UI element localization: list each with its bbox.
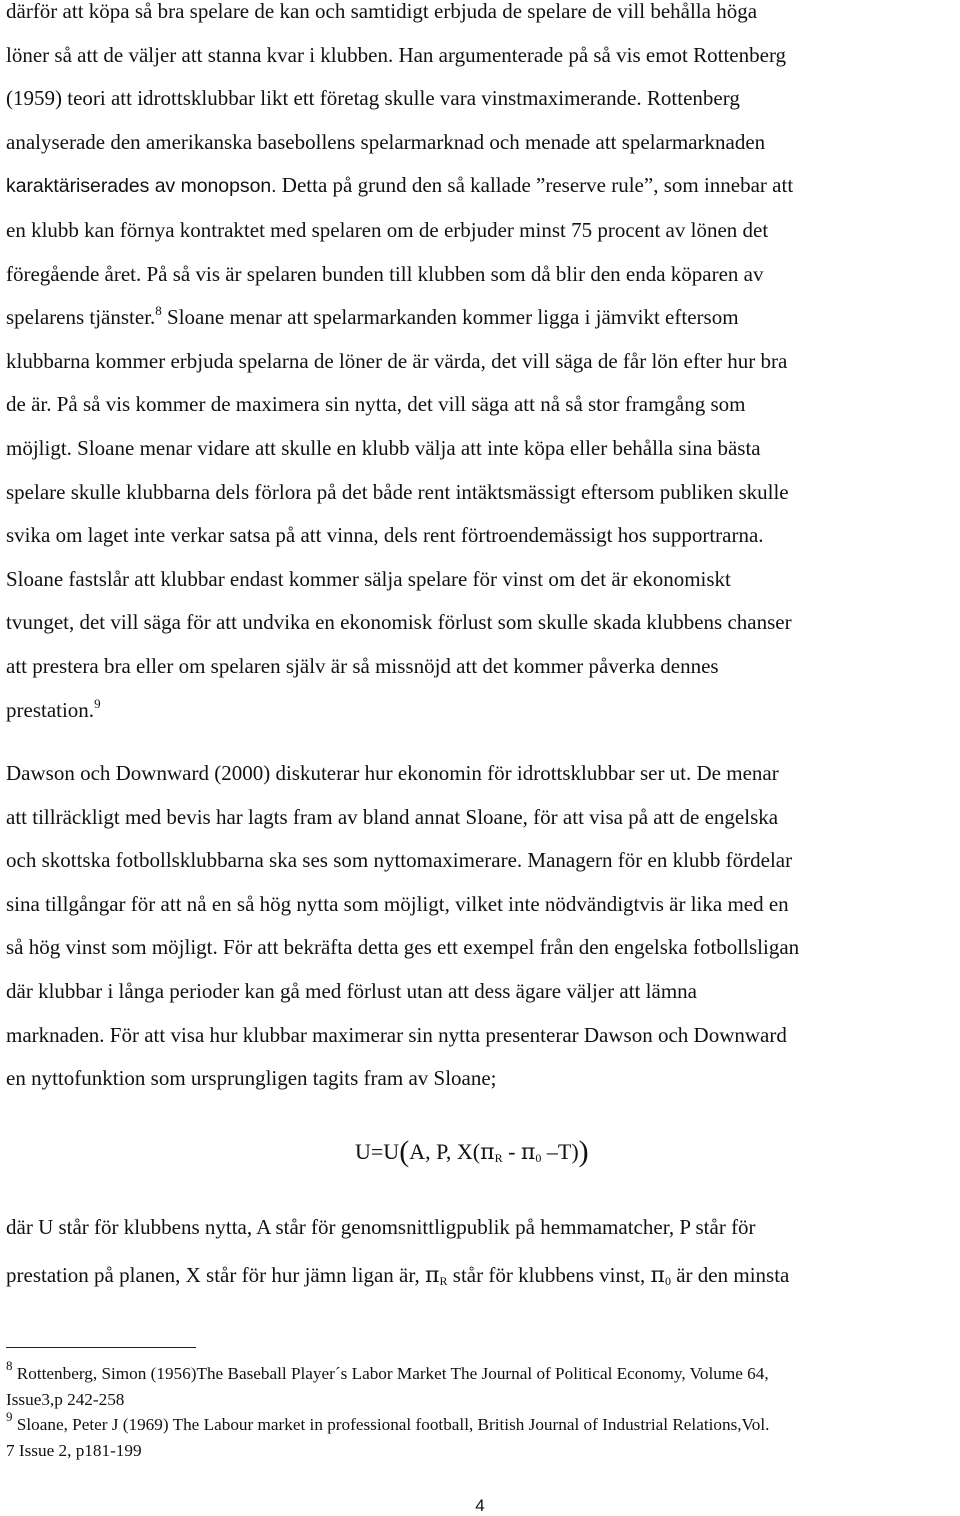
footnote-line — [6, 1409, 954, 1438]
text-line: svika om laget inte verkar satsa på att vinna, dels rent förtroendemässigt hos supportrarna. — [6, 523, 764, 548]
footnote-8 — [6, 1358, 954, 1412]
text-line: så hög vinst som möjligt. För att bekräfta detta ges ett exempel från den engelska fotbollsligan — [6, 935, 800, 960]
text-fragment-sans: karaktäriserades av monopson. — [6, 175, 277, 198]
text-line: och skottska fotbollsklubbarna ska ses som nyttomaximerare. Managern för en klubb fördelar — [6, 848, 793, 873]
text-line — [6, 164, 954, 209]
text-line: sina tillgångar för att nå en så hög nytta som möjligt, vilket inte nödvändigtvis är lika med en — [6, 891, 789, 916]
pi-symbol: π — [650, 1263, 665, 1288]
text-line: föregående året. På så vis är spelaren bunden till klubben som då blir den enda köparen av — [6, 261, 764, 286]
footnote-text: Sloane, Peter J (1969) The Labour market in professional football, British Journal of Industrial Relations,Vol. — [12, 1415, 770, 1434]
text-fragment: står för klubbens vinst, — [447, 1263, 651, 1287]
text-fragment: Sloane menar att spelarmarkanden kommer ligga i jämvikt eftersom — [161, 305, 739, 330]
text-line: en klubb kan förnya kontraktet med spelaren om de erbjuder minst 75 procent av lönen det — [6, 217, 769, 242]
text-line: löner så att de väljer att stanna kvar i klubben. Han argumenterade på så vis emot Rottenberg — [6, 42, 787, 67]
footnote-number: 8 — [6, 1358, 13, 1373]
text-line — [6, 296, 954, 340]
text-line — [6, 1251, 954, 1305]
text-line: marknaden. För att visa hur klubbar maximerar sin nytta presenterar Dawson och Downward — [6, 1022, 787, 1047]
text-line: tvunget, det vill säga för att undvika en ekonomisk förlust som skulle skada klubbens chanser — [6, 610, 792, 635]
text-line — [6, 689, 954, 733]
footnote-line: Issue3,p 242-258 — [6, 1389, 125, 1409]
pi-symbol: π — [425, 1263, 440, 1288]
footnote-line: 7 Issue 2, p181-199 — [6, 1440, 142, 1460]
subscript-0: 0 — [535, 1151, 542, 1165]
body-paragraph-3 — [6, 1203, 954, 1305]
footnote-text: Rottenberg, Simon (1956)The Baseball Player´s Labor Market The Journal of Political Economy, Volume 64, — [12, 1364, 769, 1383]
pi-symbol: π — [480, 1140, 495, 1165]
text-line: Dawson och Downward (2000) diskuterar hur ekonomin för idrottsklubbar ser ut. De menar — [6, 761, 779, 785]
footnote-separator — [6, 1347, 196, 1348]
text-line: (1959) teori att idrottsklubbar likt ett företag skulle vara vinstmaximerande. Rottenberg — [6, 86, 740, 111]
body-paragraph-1 — [6, 0, 954, 732]
text-line: de är. På så vis kommer de maximera sin nytta, det vill säga att nå så stor framgång som — [6, 392, 746, 417]
formula-args: A, P, X( — [409, 1139, 481, 1164]
text-fragment: prestation. — [6, 697, 95, 722]
footnote-reference-8: 8 — [155, 303, 162, 319]
text-line: att tillräckligt med bevis har lagts fram av bland annat Sloane, för att visa på att de engelska — [6, 804, 779, 829]
subscript-0: 0 — [664, 1274, 671, 1288]
page-number: 4 — [475, 1496, 485, 1515]
text-line: spelare skulle klubbarna dels förlora på det både rent intäktsmässigt eftersom publiken skulle — [6, 479, 789, 504]
text-line: därför att köpa så bra spelare de kan och samtidigt erbjuda de spelare de vill behålla höga — [6, 0, 758, 23]
text-line: Sloane fastslår att klubbar endast kommer sälja spelare för vinst om det är ekonomiskt — [6, 566, 731, 591]
text-line: klubbarna kommer erbjuda spelarna de löner de är värda, det vill säga de får lön efter hur bra — [6, 348, 788, 373]
text-line: att prestera bra eller om spelaren själv är så missnöjd att det kommer påverka dennes — [6, 653, 719, 678]
body-paragraph-2 — [6, 752, 954, 1101]
text-line: möjligt. Sloane menar vidare att skulle en klubb välja att inte köpa eller behålla sina bästa — [6, 435, 761, 460]
formula-minus: - — [502, 1139, 521, 1164]
text-line: där klubbar i långa perioder kan gå med förlust utan att dess ägare väljer att lämna — [6, 978, 697, 1003]
text-fragment: Detta på grund den så kallade ”reserve rule”, som innebar att — [276, 173, 794, 198]
subscript-r: R — [494, 1151, 503, 1165]
text-line: där U står för klubbens nytta, A står för genomsnittligpublik på hemmamatcher, P står för — [6, 1215, 756, 1239]
text-line: en nyttofunktion som ursprungligen tagits fram av Sloane; — [6, 1066, 497, 1091]
footnote-9 — [6, 1409, 954, 1463]
text-line: analyserade den amerikanska basebollens spelarmarknad och menade att spelarmarknaden — [6, 129, 766, 154]
text-fragment: är den minsta — [670, 1263, 790, 1287]
formula-open-paren: ( — [399, 1135, 410, 1168]
footnote-reference-9: 9 — [94, 695, 101, 711]
footnote-line — [6, 1358, 954, 1387]
pi-symbol: π — [520, 1140, 536, 1165]
text-fragment: prestation på planen, X står för hur jämn ligan är, — [6, 1263, 426, 1287]
utility-function-formula — [355, 1132, 589, 1178]
text-fragment: spelarens tjänster. — [6, 305, 156, 330]
formula-close-paren: ) — [578, 1135, 589, 1168]
footnote-number: 9 — [6, 1409, 13, 1424]
subscript-r: R — [439, 1274, 448, 1288]
formula-lhs: U=U — [355, 1139, 400, 1164]
formula-tail: –T) — [541, 1139, 579, 1164]
